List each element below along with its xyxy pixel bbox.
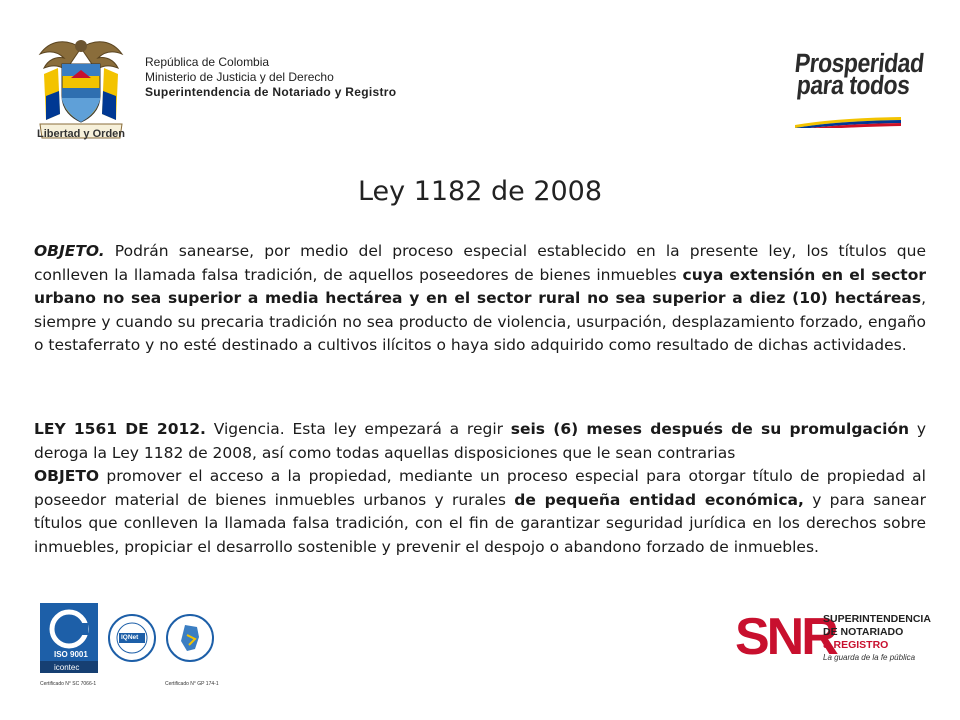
text-run: LEY 1561 DE 2012.	[34, 420, 206, 438]
text-run: Vigencia. Esta ley empezará a regir	[205, 420, 511, 438]
text-run: Podrán sanearse, por medio del proceso especial establecido en la presente ley, los títulos que conlleven la llamada falsa tradición, de aquellos poseedores de bienes inmuebles	[34, 242, 926, 284]
country-name: República de Colombia	[145, 55, 270, 69]
text-run: seis (6) meses después de su promulgación	[510, 420, 910, 438]
snr-line1: SUPERINTENDENCIA	[823, 613, 931, 625]
flag-colors-swoosh-icon	[795, 116, 905, 128]
agency-name: Superintendencia de Notariado y Registro	[145, 85, 397, 99]
paragraph-ley-1561-objeto	[34, 465, 926, 559]
campaign-logo-line2: para todos	[795, 70, 912, 100]
snr-acronym: SNR	[735, 608, 836, 666]
text-run: y deroga la Ley 1182 de 2008, así como todas aquellas disposiciones que le sean contrarias	[34, 420, 926, 462]
prosperidad-para-todos-logo	[793, 48, 926, 132]
iso-label: ISO 9001	[54, 650, 88, 659]
text-run: OBJETO	[34, 467, 100, 485]
text-run: OBJETO.	[34, 242, 105, 260]
snr-line3: & REGISTRO	[823, 639, 889, 651]
snr-logo	[735, 607, 935, 669]
ministry-name: Ministerio de Justicia y del Derecho	[145, 70, 334, 84]
paragraph-ley-1561-vigencia	[34, 418, 926, 465]
text-run: promover el acceso a la propiedad, mediante un proceso especial para otorgar título de propiedad al poseedor material de bienes inmuebles urbanos y rurales	[34, 467, 926, 509]
colombia-map-seal-icon	[165, 613, 215, 663]
iqnet-label: IQNet	[121, 634, 139, 641]
text-run: y para sanear títulos que conlleven la llamada falsa tradición, con el fin de garantizar seguridad jurídica en los derechos sobre inmuebles, propiciar el desarrollo sostenible y prevenir el despojo o abandono forzado de inmuebles.	[34, 490, 927, 556]
text-run: , siempre y cuando su precaria tradición no sea producto de violencia, usurpación, desplazamiento forzado, engaño o testaferrato y no esté destinado a cultivos ilícitos o haya sido adquirido como resultado de dichas actividades.	[34, 289, 926, 354]
colombia-coat-of-arms	[36, 34, 126, 146]
certificate-number-1: Certificado N° SC 7066-1	[40, 681, 97, 687]
snr-line2: DE NOTARIADO	[823, 626, 904, 638]
crest-motto: Libertad y Orden	[36, 128, 126, 140]
snr-tagline: La guarda de la fe pública	[823, 653, 916, 662]
certification-logos	[40, 603, 225, 688]
paragraph-ley-1182-objeto	[34, 240, 926, 358]
text-run: de pequeña entidad económica,	[514, 490, 804, 509]
text-run: cuya extensión en el sector urbano no sea superior a media hectárea y en el sector rural no sea superior a diez (10) hectáreas	[34, 265, 926, 307]
icontec-label: icontec	[54, 663, 80, 672]
certificate-number-2: Certificado N° GP 174-1	[165, 681, 219, 687]
page-title: Ley 1182 de 2008	[357, 176, 603, 207]
campaign-logo-line1: Prosperidad	[793, 48, 926, 78]
government-header	[145, 55, 396, 100]
